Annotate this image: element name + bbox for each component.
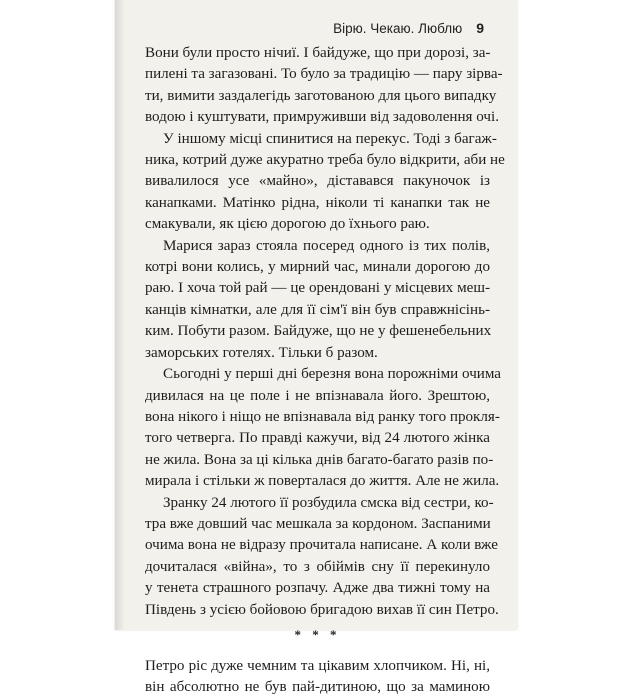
text-line: котрі вони колись, у мирний час, минали дорогою до [145, 259, 490, 276]
text-line: дивилася на це поле і не впізнавала його. Зрештою, [145, 387, 490, 404]
text-line: Вони були просто нічиї. І байдуже, що при дорозі, за- [145, 45, 491, 61]
text-line: тра вже довший час мешкала за кордоном. Заспаними [145, 515, 491, 532]
text-line: вивалилося усе «майно», діставався пакуночок із [145, 173, 490, 190]
text-line: Марися зараз стояла посеред одного із тих полів, [163, 237, 490, 254]
text-line: у тенета страшного розпачу. Адже два тижні тому на [145, 580, 490, 597]
text-line: ти, вимити заздалегідь заготованою для цього випадку [145, 87, 497, 104]
running-header [333, 20, 484, 36]
page-gutter-shadow [115, 0, 125, 630]
text-line: очима вона не відразу прочитала написане. А коли вже [145, 537, 498, 554]
text-line: дочиталася «війна», то з обіймів сну її перекинуло [145, 558, 490, 575]
text-line: він абсолютно не був пай-дитиною, що за маминою [145, 679, 490, 696]
text-line: У іншому місці спинитися на перекус. Тоді з багаж- [163, 130, 497, 147]
text-line: раю. І хоча той рай — це орендовані у місцевих меш- [145, 280, 490, 297]
running-title: Вірю. Чекаю. Люблю [333, 21, 463, 36]
text-line: смакували, як цією дорогою до їхнього раю. [145, 216, 430, 233]
text-line: Зранку 24 лютого її розбудила смска від сестри, ко- [163, 494, 494, 511]
text-line: ким. Побути разом. Байдуже, що не у фешенебельних [145, 323, 492, 340]
text-line: того четверга. По правді кажучи, від 24 лютого жінка [145, 430, 490, 447]
page-number: 9 [476, 20, 484, 36]
text-line: водою і куштувати, примруживши від задоволення очі. [145, 109, 499, 126]
section-separator: * * * [294, 626, 341, 642]
text-line: канців кімнатки, але для її сім'ї він був справжнісінь- [145, 301, 490, 318]
text-block-continued [145, 656, 490, 699]
text-line: Сьогодні у перші дні березня вона порожніми очима [163, 366, 502, 383]
body-text [145, 43, 505, 699]
text-line: вона нікого і ніщо не впізнавала від ранку того прокля- [145, 408, 500, 425]
text-line: заморських готелях. Тільки б разом. [145, 344, 378, 361]
text-line: канапками. Матінко рідна, ніколи ті канапки так не [145, 194, 490, 211]
text-line: Південь з усією бойовою бригадою вихав її син Петро. [145, 601, 499, 618]
text-line: Петро ріс дуже чемним та цікавим хлопчиком. Ні, ні, [145, 657, 490, 674]
text-line: мирала і стільки ж поверталася до життя. Але не жила. [145, 473, 500, 490]
text-line: не жила. Вона за ці кілька днів багато-багато разів по- [145, 451, 494, 468]
text-line: ника, котрий дуже акуратно треба було відкрити, аби не [145, 152, 505, 169]
text-line: пилені та загазовані. То було за традицію — пару зірва- [145, 66, 503, 83]
text-block [145, 43, 505, 621]
book-page [115, 0, 517, 696]
